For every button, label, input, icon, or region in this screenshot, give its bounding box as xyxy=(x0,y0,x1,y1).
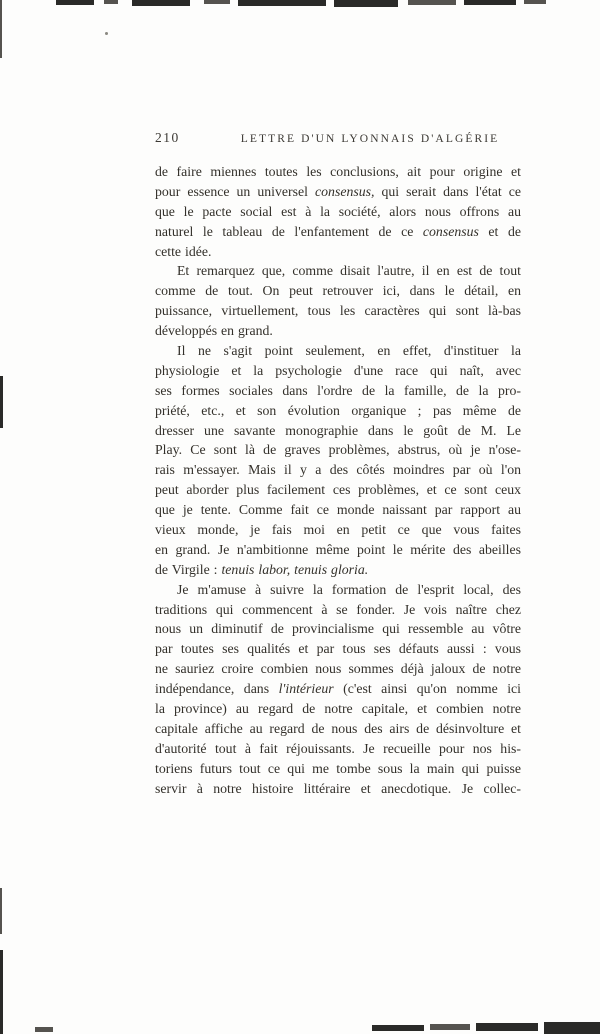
text-line xyxy=(155,301,521,321)
text-line xyxy=(155,699,521,719)
text-line xyxy=(155,540,521,560)
text-segment: comme de tout. On peut retrouver ici, dans le détail, en xyxy=(155,283,521,299)
text-segment: Play. Ce sont là de graves problèmes, abstrus, où je n'ose- xyxy=(155,442,521,458)
text-line xyxy=(155,440,521,460)
text-block xyxy=(155,130,521,799)
paragraph xyxy=(155,162,521,261)
scan-artifact xyxy=(544,1022,600,1034)
text-line xyxy=(155,242,521,262)
text-line xyxy=(155,639,521,659)
text-line xyxy=(155,759,521,779)
scan-artifact xyxy=(0,950,3,1034)
text-segment: dresser une savante monographie dans le goût de M. Le xyxy=(155,422,521,438)
text-segment: indépendance, dans xyxy=(155,681,279,697)
text-line xyxy=(155,500,521,520)
scan-artifact xyxy=(132,0,190,6)
page-number: 210 xyxy=(155,130,180,145)
scan-artifact xyxy=(104,0,118,4)
text-line xyxy=(155,520,521,540)
body-text xyxy=(155,162,521,799)
text-line xyxy=(155,321,521,341)
text-segment: toriens futurs tout ce qui me tombe sous la main qui puisse xyxy=(155,760,521,776)
text-line xyxy=(155,659,521,679)
text-segment: physiologie et la psychologie d'une race qui naît, avec xyxy=(155,362,521,378)
text-segment: rais m'essayer. Mais il y a des côtés moindres par où l'on xyxy=(155,462,521,478)
scan-artifact xyxy=(430,1024,470,1030)
text-line xyxy=(155,460,521,480)
italic-text: consensus xyxy=(422,223,479,239)
text-line xyxy=(155,401,521,421)
text-line xyxy=(155,182,521,202)
text-segment: et de xyxy=(478,223,521,239)
scan-artifact xyxy=(372,1025,424,1031)
italic-text: consensus, xyxy=(315,183,375,199)
text-segment: Je m'amuse à suivre la formation de l'esprit local, des xyxy=(177,581,521,597)
text-line xyxy=(155,361,521,381)
text-segment: Et remarquez que, comme disait l'autre, il en est de tout xyxy=(177,263,521,279)
text-line xyxy=(155,222,521,242)
scan-speck xyxy=(105,32,108,35)
text-segment: en grand. Je n'ambitionne même point le mérite des abeilles xyxy=(155,541,521,557)
text-line xyxy=(155,202,521,222)
text-segment: par toutes ses qualités et par tous ses défauts aussi : vous xyxy=(155,641,521,657)
paragraph xyxy=(155,580,521,799)
text-segment: puissance, virtuellement, tous les caractères qui sont là-bas xyxy=(155,303,521,319)
text-segment: traditions qui commencent à se fonder. Je vois naître chez xyxy=(155,601,521,617)
text-line xyxy=(155,600,521,620)
text-line xyxy=(155,281,521,301)
text-segment: (c'est ainsi qu'on nomme ici xyxy=(333,681,521,697)
text-segment: nous un diminutif de provincialisme qui ressemble au vôtre xyxy=(155,621,521,637)
text-segment: naturel le tableau de l'enfantement de ce xyxy=(155,223,423,239)
text-line xyxy=(155,619,521,639)
text-segment: que je tente. Comme fait ce monde naissant par rapport au xyxy=(155,502,521,518)
text-line xyxy=(155,719,521,739)
scan-artifact xyxy=(238,0,326,6)
italic-text: l'intérieur xyxy=(278,681,334,697)
text-line xyxy=(155,421,521,441)
scan-artifact xyxy=(56,0,94,5)
scan-artifact xyxy=(464,0,516,5)
text-line xyxy=(155,480,521,500)
text-segment: vieux monde, je fais moi en petit ce que vous faites xyxy=(155,522,521,538)
text-segment: capitale affiche au regard de nous des airs de désinvolture et xyxy=(155,720,521,736)
scan-artifact xyxy=(0,376,3,428)
text-line xyxy=(155,162,521,182)
text-segment: ses formes sociales dans l'ordre de la famille, de la pro- xyxy=(155,382,521,398)
scan-artifact xyxy=(35,1027,53,1032)
scan-artifact xyxy=(204,0,230,4)
scan-artifact xyxy=(0,888,2,934)
text-segment: que le pacte social est à la société, alors nous offrons au xyxy=(155,203,521,219)
text-segment: priété, etc., et son évolution organique ; pas même de xyxy=(155,402,521,418)
text-line xyxy=(155,560,521,580)
page-header xyxy=(155,130,521,146)
scan-artifact xyxy=(476,1023,538,1031)
running-title: LETTRE D'UN LYONNAIS D'ALGÉRIE xyxy=(240,133,500,145)
text-line xyxy=(155,779,521,799)
text-line xyxy=(155,381,521,401)
text-segment: cette idée. xyxy=(155,243,212,259)
text-segment: peut aborder plus facilement ces problèmes, et ce sont ceux xyxy=(155,482,521,498)
text-segment: ne sauriez croire combien nous sommes déjà jaloux de notre xyxy=(155,661,521,677)
text-segment: d'autorité tout à fait réjouissants. Je recueille pour nos his- xyxy=(155,740,521,756)
text-line xyxy=(155,679,521,699)
italic-text: tenuis labor, tenuis gloria. xyxy=(221,561,369,577)
text-segment: la province) au regard de notre capitale, et combien notre xyxy=(155,701,521,717)
text-segment: Il ne s'agit point seulement, en effet, d'instituer la xyxy=(177,343,521,359)
paragraph xyxy=(155,261,521,341)
paragraph xyxy=(155,341,521,580)
text-segment: qui serait dans l'état ce xyxy=(374,183,521,199)
scan-artifact xyxy=(524,0,546,4)
text-segment: de Virgile : xyxy=(155,561,222,577)
text-line xyxy=(155,261,521,281)
scan-artifact xyxy=(334,0,398,7)
text-line xyxy=(155,341,521,361)
text-segment: servir à notre histoire littéraire et anecdotique. Je collec- xyxy=(155,780,521,796)
text-line xyxy=(155,739,521,759)
scan-artifact xyxy=(0,0,2,58)
text-line xyxy=(155,580,521,600)
text-segment: pour essence un universel xyxy=(155,183,316,199)
scan-artifact xyxy=(408,0,456,5)
text-segment: développés en grand. xyxy=(155,323,273,339)
text-segment: de faire miennes toutes les conclusions, ait pour origine et xyxy=(155,164,521,179)
